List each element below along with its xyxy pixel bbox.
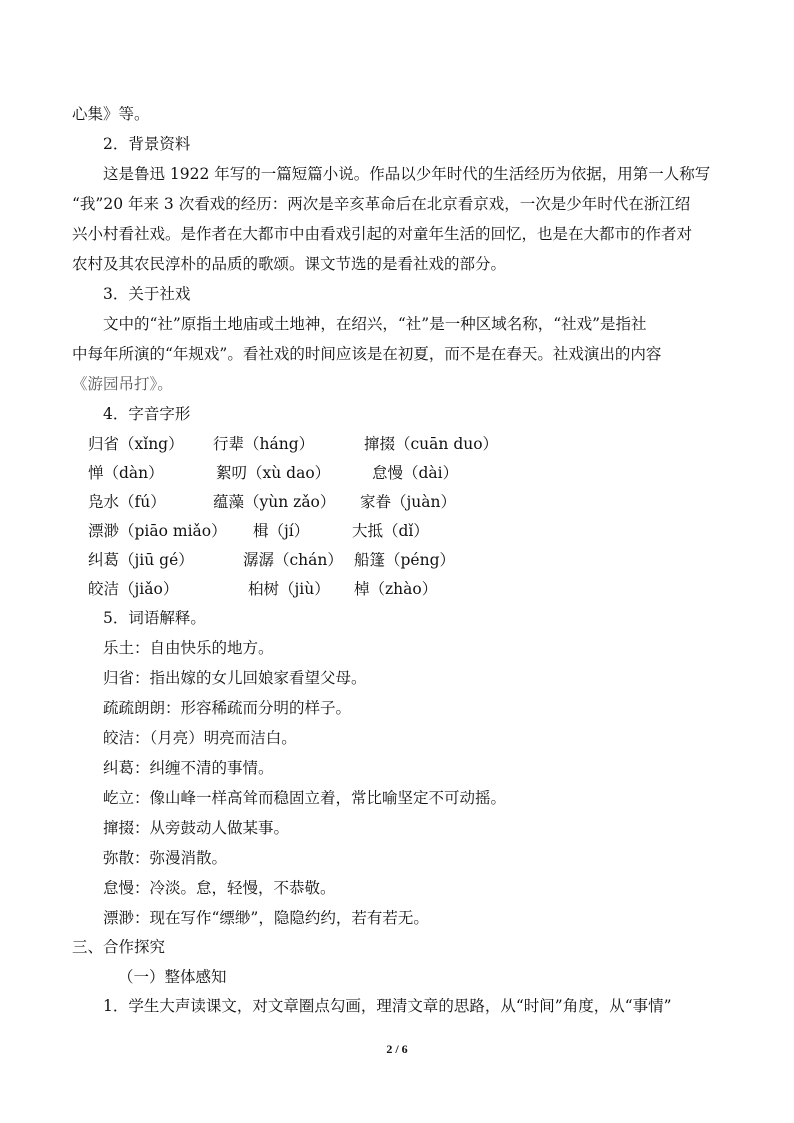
definition-item: 疏疏朗朗：形容稀疏而分明的样子。 <box>103 699 352 717</box>
definition-item: 皎洁：（月亮）明亮而洁白。 <box>103 729 297 747</box>
paragraph-line: “我”20 年来 3 次看戏的经历：两次是辛亥革命后在北京看京戏，一次是少年时代在浙江绍 <box>72 195 691 213</box>
definition-item: 怠慢：冷淡。怠，轻慢，不恭敬。 <box>103 879 336 897</box>
page-number: 2 / 6 <box>386 1042 408 1056</box>
pinyin-entry: 漂渺（piāo miǎo） <box>88 522 227 540</box>
paragraph-line: 1．学生大声读课文，对文章圈点勾画，理清文章的思路，从“时间”角度，从“事情” <box>103 997 672 1015</box>
paragraph-line: 兴小村看社戏。是作者在大都市中由看戏引起的对童年生活的回忆，也是在大都市的作者对 <box>72 225 693 243</box>
pinyin-entry: 归省（xǐng） <box>88 435 184 453</box>
paragraph-line: 文中的“社”原指土地庙或土地神，在绍兴，“社”是一种区域名称，“社戏”是指社 <box>103 315 647 333</box>
paragraph-line: 农村及其农民淳朴的品质的歌颂。课文节选的是看社戏的部分。 <box>72 255 507 273</box>
pinyin-entry: 潺潺（chán） <box>243 551 343 569</box>
section-5-heading: 5．词语解释。 <box>103 609 206 627</box>
section-4-heading: 4．字音字形 <box>103 405 191 423</box>
pinyin-entry: 皎洁（jiǎo） <box>88 580 179 598</box>
pinyin-entry: 家眷（juàn） <box>360 493 457 511</box>
pinyin-entry: 楫（jí） <box>253 522 310 540</box>
pinyin-entry: 棹（zhào） <box>354 580 438 598</box>
pinyin-entry: 行辈（háng） <box>213 435 315 453</box>
pinyin-entry: 絮叨（xù dao） <box>216 464 331 482</box>
intro-tail: 心集》等。 <box>72 105 150 123</box>
pinyin-entry: 纠葛（jiū gé） <box>88 551 194 569</box>
section-2-heading: 2．背景资料 <box>103 135 191 153</box>
part-3-heading: 三、合作探究 <box>72 938 166 956</box>
pinyin-entry: 惮（dàn） <box>88 464 164 482</box>
section-3-heading: 3．关于社戏 <box>103 285 191 303</box>
pinyin-entry: 大抵（dǐ） <box>352 522 429 540</box>
pinyin-entry: 蕴藻（yùn zǎo） <box>213 493 336 511</box>
pinyin-entry: 桕树（jiù） <box>248 580 330 598</box>
definition-item: 屹立：像山峰一样高耸而稳固立着，常比喻坚定不可动摇。 <box>103 789 507 807</box>
definition-item: 乐土：自由快乐的地方。 <box>103 639 274 657</box>
paragraph-line: 中每年所演的“年规戏”。看社戏的时间应该是在初夏，而不是在春天。社戏演出的内容 <box>72 345 662 363</box>
definition-item: 纠葛：纠缠不清的事情。 <box>103 759 274 777</box>
paragraph-line: 这是鲁迅 1922 年写的一篇短篇小说。作品以少年时代的生活经历为依据，用第一人称写 <box>103 165 711 183</box>
pinyin-entry: 怠慢（dài） <box>372 464 459 482</box>
pinyin-entry: 船篷（péng） <box>354 551 456 569</box>
definition-item: 漂渺：现在写作“缥缈”，隐隐约约，若有若无。 <box>103 909 429 927</box>
definition-item: 弥散：弥漫消散。 <box>103 849 228 867</box>
pinyin-entry: 撺掇（cuān duo） <box>364 435 499 453</box>
definition-item: 撺掇：从旁鼓动人做某事。 <box>103 819 290 837</box>
pinyin-entry: 凫水（fú） <box>88 493 166 511</box>
part-3-subheading: （一）整体感知 <box>118 968 227 986</box>
paragraph-line: 《游园吊打》。 <box>72 375 173 393</box>
definition-item: 归省：指出嫁的女儿回娘家看望父母。 <box>103 669 367 687</box>
